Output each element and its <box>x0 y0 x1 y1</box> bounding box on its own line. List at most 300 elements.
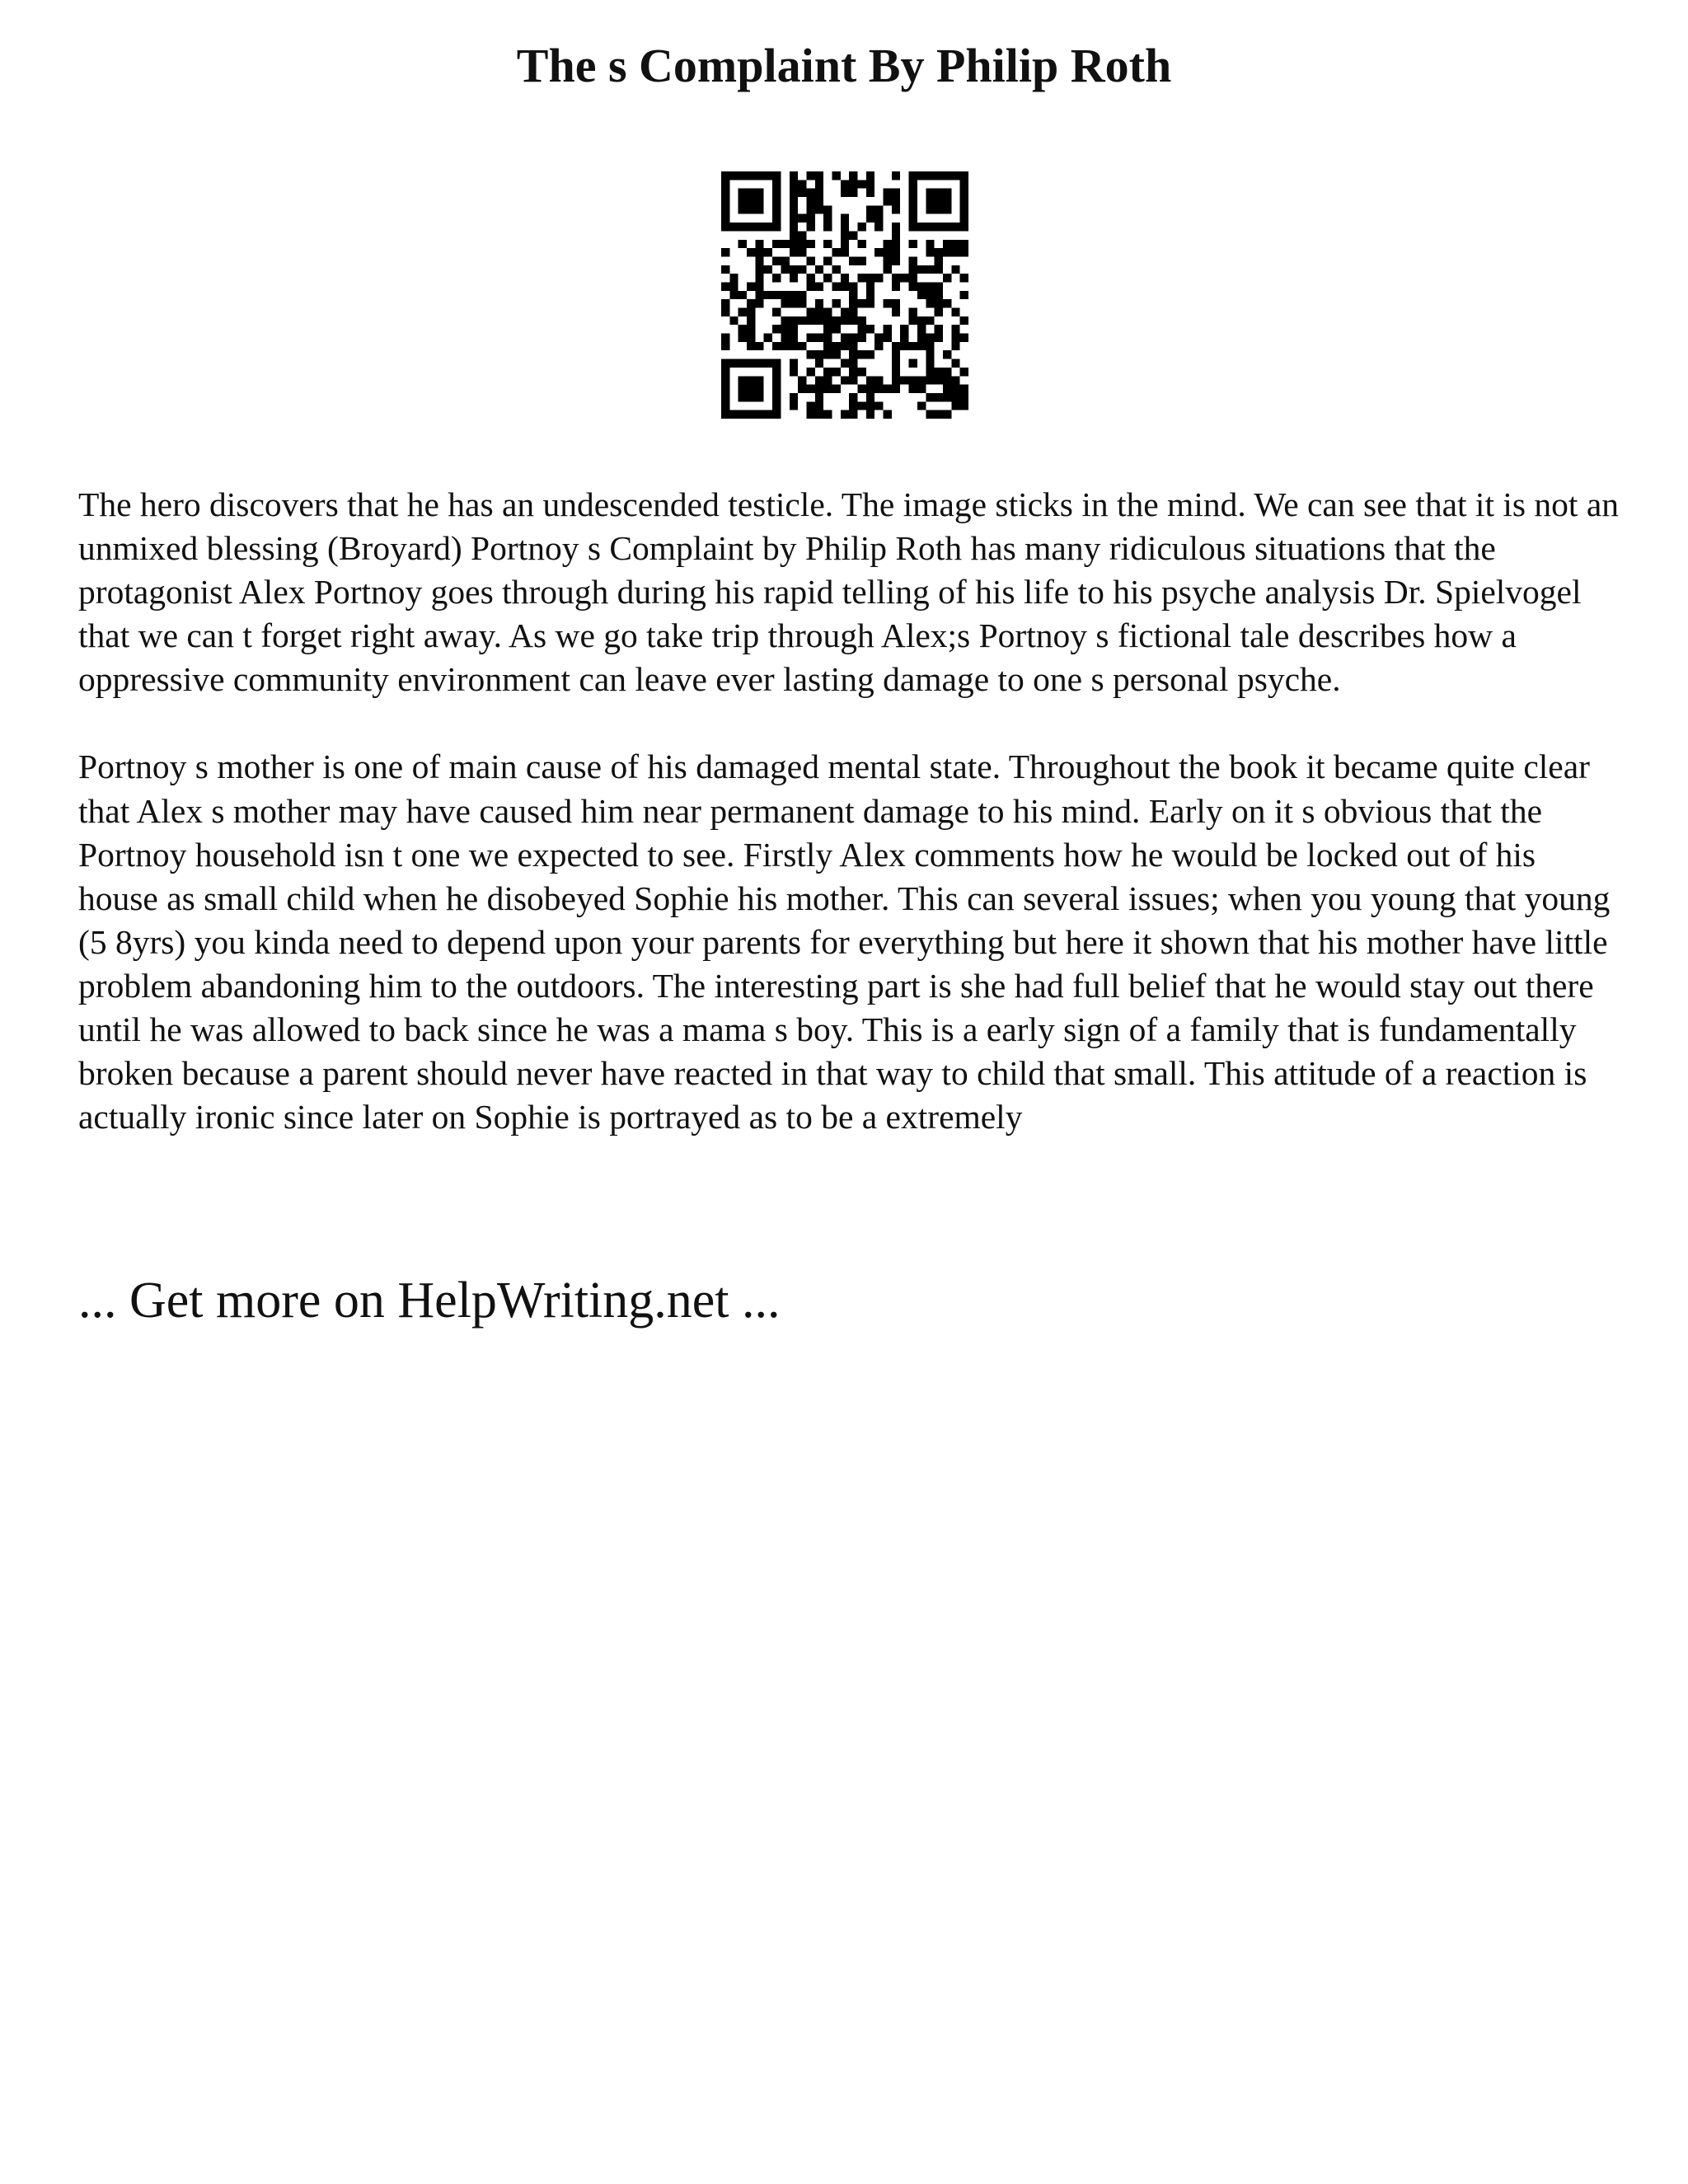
qr-module <box>790 231 798 239</box>
qr-module <box>798 231 806 239</box>
qr-module <box>721 180 729 188</box>
qr-module <box>849 376 857 384</box>
qr-module <box>721 171 729 180</box>
qr-code-graphic <box>721 171 968 419</box>
qr-module <box>755 385 763 393</box>
qr-module <box>721 223 729 231</box>
qr-module <box>832 171 840 180</box>
qr-module <box>721 334 729 342</box>
qr-module <box>823 214 832 223</box>
qr-module <box>798 214 806 223</box>
qr-module <box>849 368 857 376</box>
qr-module <box>841 274 849 282</box>
qr-module <box>926 299 934 307</box>
qr-module <box>951 359 959 368</box>
qr-module <box>823 223 832 231</box>
qr-module <box>935 410 943 419</box>
qr-module <box>874 401 883 410</box>
qr-module <box>832 282 840 290</box>
qr-module <box>764 171 772 180</box>
qr-module <box>729 274 738 282</box>
qr-module <box>892 256 900 265</box>
qr-module <box>823 368 832 376</box>
qr-module <box>917 385 926 393</box>
qr-module <box>884 189 892 197</box>
qr-module <box>772 189 781 197</box>
qr-module <box>909 240 917 248</box>
qr-module <box>858 316 866 325</box>
qr-module <box>960 393 968 401</box>
qr-module <box>892 223 900 231</box>
qr-module <box>866 189 874 197</box>
qr-module <box>806 205 814 213</box>
qr-module <box>729 223 738 231</box>
qr-module <box>823 256 832 265</box>
qr-module <box>849 350 857 359</box>
qr-module <box>729 359 738 368</box>
qr-module <box>781 291 789 299</box>
qr-module <box>943 299 951 307</box>
qr-module <box>926 197 934 205</box>
qr-module <box>849 410 857 419</box>
qr-module <box>755 223 763 231</box>
qr-module <box>721 368 729 376</box>
qr-module <box>841 316 849 325</box>
qr-module <box>772 385 781 393</box>
qr-module <box>815 205 823 213</box>
qr-module <box>909 385 917 393</box>
qr-module <box>721 410 729 419</box>
qr-module <box>866 282 874 290</box>
qr-module <box>781 325 789 333</box>
qr-module <box>815 180 823 188</box>
qr-module <box>960 205 968 213</box>
qr-module <box>738 189 747 197</box>
qr-module <box>790 316 798 325</box>
qr-module <box>806 214 814 223</box>
qr-module <box>815 265 823 274</box>
qr-module <box>892 299 900 307</box>
qr-module <box>884 248 892 256</box>
qr-module <box>747 189 755 197</box>
qr-module <box>858 274 866 282</box>
qr-module <box>815 308 823 316</box>
qr-module <box>874 274 883 282</box>
qr-module <box>917 265 926 274</box>
qr-module <box>943 385 951 393</box>
qr-module <box>841 342 849 350</box>
qr-module <box>738 359 747 368</box>
qr-module <box>772 410 781 419</box>
qr-module <box>738 197 747 205</box>
qr-module <box>772 291 781 299</box>
qr-module <box>943 410 951 419</box>
qr-module <box>841 223 849 231</box>
qr-module <box>823 376 832 384</box>
qr-module <box>866 299 874 307</box>
qr-module <box>943 350 951 359</box>
qr-module <box>841 180 849 188</box>
qr-module <box>874 223 883 231</box>
qr-module <box>755 256 763 265</box>
qr-module <box>806 189 814 197</box>
qr-module <box>858 223 866 231</box>
qr-module <box>798 316 806 325</box>
qr-module <box>874 334 883 342</box>
qr-module <box>892 171 900 180</box>
qr-module <box>781 342 789 350</box>
qr-module <box>721 393 729 401</box>
qr-module <box>900 376 908 384</box>
qr-module <box>926 350 934 359</box>
qr-module <box>790 197 798 205</box>
qr-module <box>926 223 934 231</box>
qr-module <box>721 214 729 223</box>
qr-module <box>764 248 772 256</box>
qr-module <box>764 223 772 231</box>
qr-module <box>866 180 874 188</box>
qr-module <box>815 350 823 359</box>
qr-module <box>884 334 892 342</box>
qr-module <box>772 240 781 248</box>
qr-module <box>721 299 729 307</box>
qr-module <box>926 205 934 213</box>
qr-module <box>832 248 840 256</box>
qr-module <box>772 197 781 205</box>
qr-module <box>926 376 934 384</box>
qr-module <box>935 334 943 342</box>
qr-module <box>790 171 798 180</box>
qr-module <box>721 248 729 256</box>
qr-module <box>926 368 934 376</box>
qr-module <box>849 359 857 368</box>
qr-module <box>943 189 951 197</box>
qr-module <box>755 299 763 307</box>
qr-module <box>729 282 738 290</box>
qr-module <box>729 410 738 419</box>
qr-module <box>832 368 840 376</box>
qr-module <box>790 214 798 223</box>
qr-module <box>884 256 892 265</box>
qr-module <box>815 401 823 410</box>
qr-module <box>909 223 917 231</box>
qr-module <box>960 385 968 393</box>
qr-module <box>858 401 866 410</box>
qr-module <box>917 342 926 350</box>
qr-module <box>943 240 951 248</box>
qr-module <box>738 325 747 333</box>
qr-module <box>738 393 747 401</box>
qr-module <box>858 325 866 333</box>
qr-module <box>729 316 738 325</box>
qr-module <box>917 171 926 180</box>
qr-module <box>747 410 755 419</box>
qr-module <box>874 214 883 223</box>
qr-module <box>721 342 729 350</box>
qr-module <box>926 240 934 248</box>
qr-module <box>874 205 883 213</box>
qr-module <box>841 308 849 316</box>
qr-module <box>866 393 874 401</box>
qr-module <box>866 350 874 359</box>
qr-module <box>917 401 926 410</box>
qr-module <box>747 342 755 350</box>
qr-module <box>772 256 781 265</box>
qr-module <box>935 308 943 316</box>
qr-module <box>884 385 892 393</box>
qr-module <box>738 385 747 393</box>
qr-module <box>909 316 917 325</box>
document-title: The s Complaint By Philip Roth <box>516 39 1172 92</box>
qr-module <box>790 291 798 299</box>
qr-module <box>806 274 814 282</box>
qr-module <box>900 274 908 282</box>
qr-module <box>823 316 832 325</box>
qr-module <box>755 282 763 290</box>
qr-module <box>943 368 951 376</box>
qr-module <box>772 368 781 376</box>
qr-module <box>943 393 951 401</box>
qr-module <box>798 376 806 384</box>
qr-module <box>866 385 874 393</box>
qr-module <box>909 171 917 180</box>
qr-module <box>935 256 943 265</box>
qr-module <box>909 308 917 316</box>
qr-module <box>841 334 849 342</box>
qr-module <box>721 282 729 290</box>
qr-module <box>892 368 900 376</box>
qr-module <box>926 248 934 256</box>
qr-module <box>849 308 857 316</box>
paragraph-1: The hero discovers that he has an undescended testicle. The image sticks in the mind. We can see that it is not an unmixed blessing (Broyard) Portnoy s Complaint by Philip Roth has many ridiculous situations that the protagonist Alex Portnoy goes through during his rapid telling of his life to his psyche analysis Dr. Spielvogel that we can t forget right away. As we go take trip through Alex;s Portnoy s fictional tale describes how a oppressive community environment can leave ever lasting damage to one s personal psyche. <box>78 485 1619 699</box>
qr-module <box>900 325 908 333</box>
qr-module <box>815 299 823 307</box>
qr-module <box>781 316 789 325</box>
qr-module <box>772 223 781 231</box>
qr-module <box>858 240 866 248</box>
qr-module <box>935 299 943 307</box>
qr-module <box>960 368 968 376</box>
document-body <box>78 483 1620 1183</box>
qr-module <box>798 180 806 188</box>
qr-module <box>951 334 959 342</box>
qr-module <box>790 299 798 307</box>
qr-module <box>917 316 926 325</box>
qr-code-icon[interactable] <box>721 171 968 419</box>
qr-module <box>798 248 806 256</box>
get-more-link[interactable]: ... Get more on HelpWriting.net ... <box>78 1272 781 1329</box>
qr-module <box>823 274 832 282</box>
qr-module <box>909 180 917 188</box>
qr-module <box>849 316 857 325</box>
qr-module <box>721 308 729 316</box>
qr-module <box>823 308 832 316</box>
qr-module <box>755 197 763 205</box>
qr-module <box>951 248 959 256</box>
qr-module <box>943 171 951 180</box>
qr-module <box>960 223 968 231</box>
qr-module <box>721 197 729 205</box>
qr-module <box>926 316 934 325</box>
qr-module <box>960 316 968 325</box>
qr-module <box>866 376 874 384</box>
qr-module <box>747 334 755 342</box>
qr-module <box>884 299 892 307</box>
qr-module <box>772 171 781 180</box>
qr-module <box>806 256 814 265</box>
qr-module <box>866 205 874 213</box>
qr-module <box>909 265 917 274</box>
qr-module <box>823 325 832 333</box>
qr-module <box>815 316 823 325</box>
qr-module <box>909 376 917 384</box>
qr-module <box>790 180 798 188</box>
qr-module <box>960 334 968 342</box>
qr-module <box>747 299 755 307</box>
qr-module <box>755 291 763 299</box>
qr-module <box>781 299 789 307</box>
qr-module <box>798 265 806 274</box>
qr-module <box>917 223 926 231</box>
qr-module <box>755 359 763 368</box>
qr-module <box>781 334 789 342</box>
qr-module <box>815 189 823 197</box>
qr-module <box>790 265 798 274</box>
qr-module <box>892 205 900 213</box>
qr-module <box>798 342 806 350</box>
qr-module <box>874 385 883 393</box>
qr-module <box>849 231 857 239</box>
qr-module <box>755 189 763 197</box>
qr-module <box>892 231 900 239</box>
qr-module <box>764 359 772 368</box>
qr-module <box>806 240 814 248</box>
qr-module <box>858 299 866 307</box>
qr-module <box>721 376 729 384</box>
qr-module <box>960 180 968 188</box>
qr-module <box>926 189 934 197</box>
qr-module <box>832 265 840 274</box>
qr-module <box>721 359 729 368</box>
qr-module <box>790 189 798 197</box>
qr-module <box>764 410 772 419</box>
qr-module <box>772 214 781 223</box>
paragraph-2: Portnoy s mother is one of main cause of his damaged mental state. Throughout the book it became quite clear that Alex s mother may have caused him near permanent damage to his mind. Early on it s obvious that the Portnoy household isn t one we expected to see. Firstly Alex comments how he would be locked out of his house as small child when he disobeyed Sophie his mother. This can several issues; when you young that young (5 8yrs) you kinda need to depend upon your parents for everything but here it shown that his mother have little problem abandoning him to the outdoors. The interesting part is she had full belief that he would stay out there until he was allowed to back since he was a mama s boy. This is a early sign of a family that is fundamentally broken because a parent should never have reacted in that way to child that small. This attitude of a reaction is actually ironic since later on Sophie is portrayed as to be a extremely <box>78 748 1611 1137</box>
qr-module <box>790 274 798 282</box>
qr-module <box>832 342 840 350</box>
qr-module <box>909 214 917 223</box>
qr-module <box>926 282 934 290</box>
qr-module <box>917 325 926 333</box>
qr-module <box>798 240 806 248</box>
qr-module <box>841 410 849 419</box>
qr-module <box>900 342 908 350</box>
qr-module <box>866 214 874 223</box>
qr-module <box>772 274 781 282</box>
qr-module <box>960 401 968 410</box>
qr-module <box>951 401 959 410</box>
qr-module <box>772 180 781 188</box>
qr-module <box>764 265 772 274</box>
qr-module <box>960 171 968 180</box>
qr-module <box>832 325 840 333</box>
qr-module <box>943 248 951 256</box>
qr-module <box>721 401 729 410</box>
qr-module <box>951 342 959 350</box>
qr-module <box>738 171 747 180</box>
qr-module <box>858 256 866 265</box>
qr-module <box>806 282 814 290</box>
qr-module <box>892 274 900 282</box>
qr-module <box>729 171 738 180</box>
qr-module <box>747 171 755 180</box>
qr-module <box>823 410 832 419</box>
qr-module <box>951 376 959 384</box>
qr-module <box>909 197 917 205</box>
qr-module <box>935 248 943 256</box>
qr-module <box>917 282 926 290</box>
qr-module <box>806 197 814 205</box>
qr-module <box>747 316 755 325</box>
qr-module <box>755 240 763 248</box>
qr-module <box>858 180 866 188</box>
qr-module <box>755 376 763 384</box>
qr-module <box>747 223 755 231</box>
qr-module <box>790 248 798 256</box>
qr-module <box>747 248 755 256</box>
qr-module <box>781 240 789 248</box>
qr-module <box>849 171 857 180</box>
qr-module <box>935 376 943 384</box>
qr-module <box>841 189 849 197</box>
qr-module <box>815 197 823 205</box>
qr-module <box>747 385 755 393</box>
qr-module <box>832 299 840 307</box>
qr-module <box>772 359 781 368</box>
qr-module <box>960 248 968 256</box>
qr-module <box>738 334 747 342</box>
qr-module <box>849 180 857 188</box>
qr-module <box>884 240 892 248</box>
qr-module <box>721 265 729 274</box>
qr-module <box>943 376 951 384</box>
qr-module <box>806 171 814 180</box>
qr-module <box>884 325 892 333</box>
qr-module <box>790 368 798 376</box>
qr-module <box>781 256 789 265</box>
qr-module <box>849 299 857 307</box>
qr-module <box>935 291 943 299</box>
qr-module <box>841 376 849 384</box>
qr-module <box>781 265 789 274</box>
qr-module <box>884 197 892 205</box>
qr-module <box>935 197 943 205</box>
qr-module <box>790 240 798 248</box>
qr-module <box>806 350 814 359</box>
qr-module <box>849 401 857 410</box>
qr-module <box>747 376 755 384</box>
qr-module <box>909 359 917 368</box>
qr-module <box>729 291 738 299</box>
qr-module <box>755 393 763 401</box>
qr-module <box>892 282 900 290</box>
qr-module <box>806 308 814 316</box>
qr-module <box>892 350 900 359</box>
qr-module <box>849 393 857 401</box>
qr-module <box>951 265 959 274</box>
qr-module <box>926 171 934 180</box>
qr-module <box>790 393 798 401</box>
